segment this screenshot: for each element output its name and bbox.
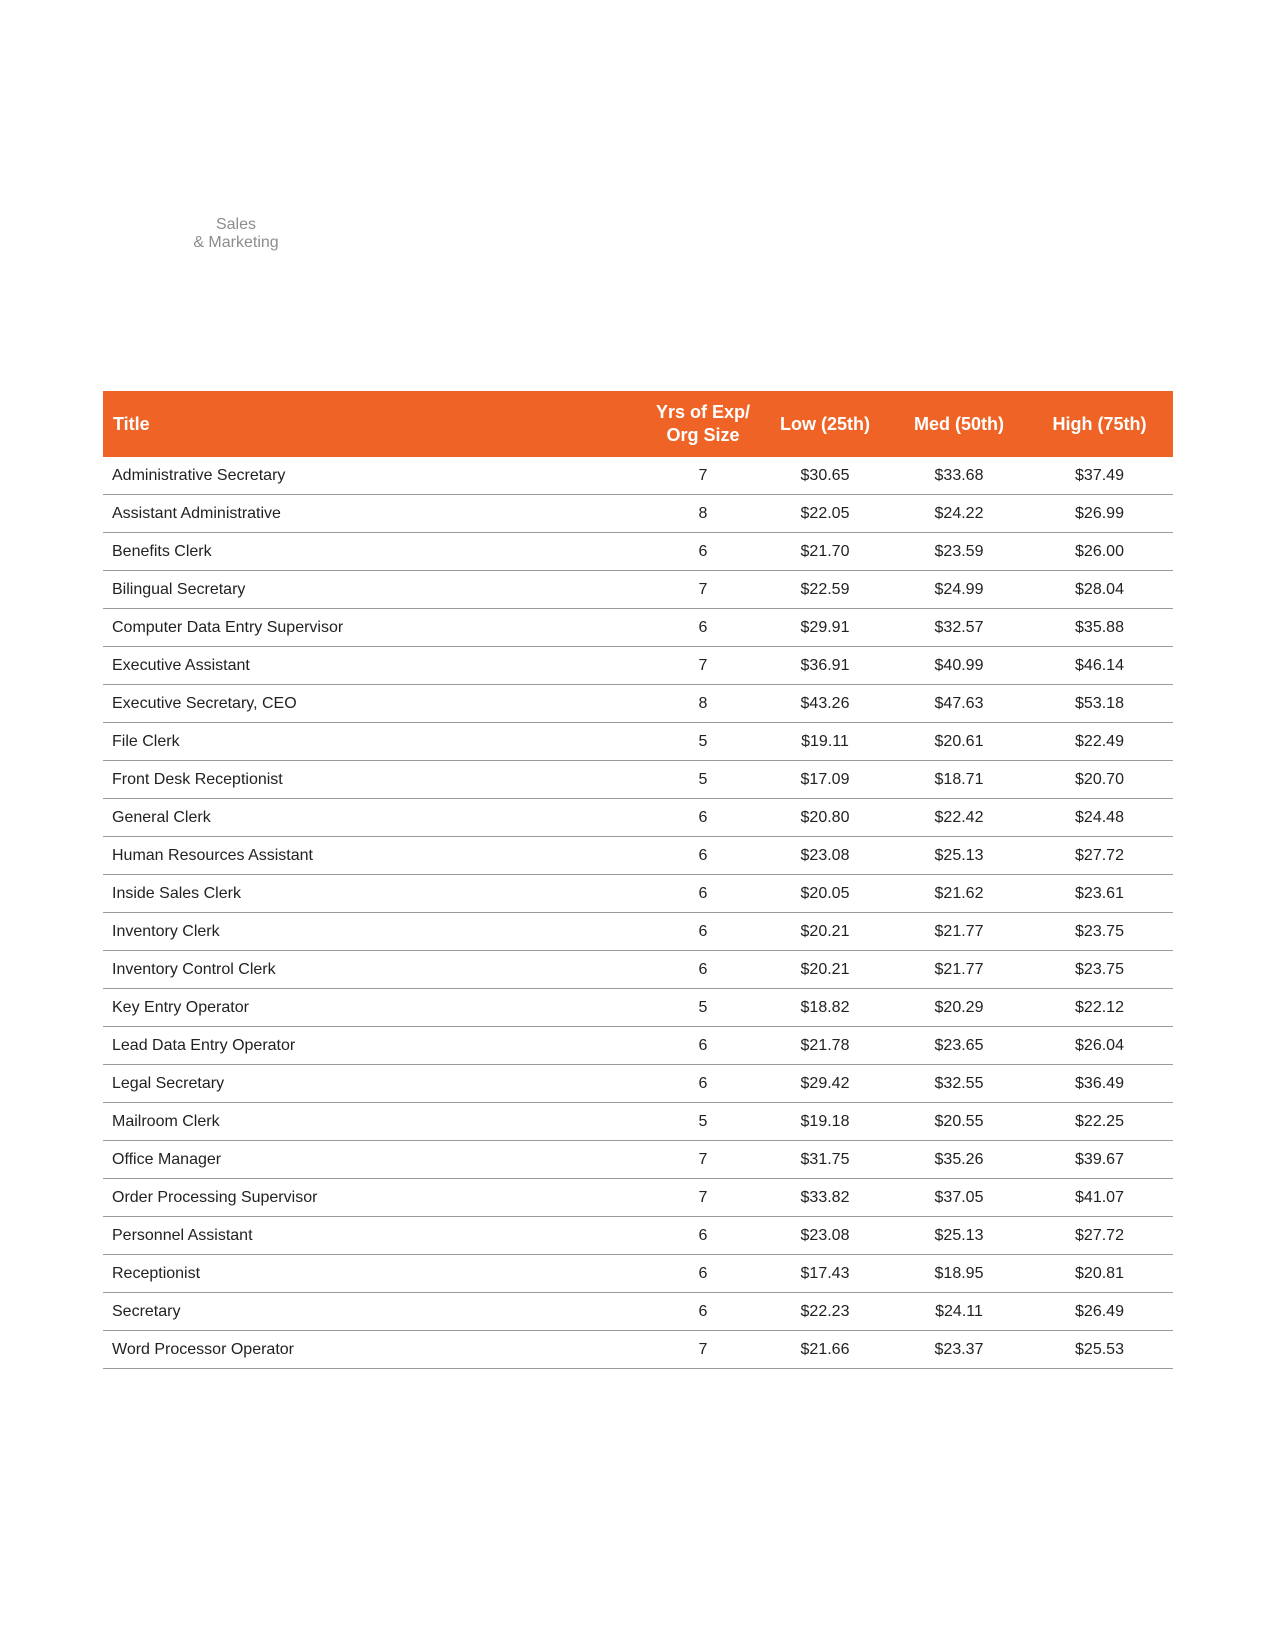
cell-med: $24.11 [892, 1293, 1026, 1331]
cell-med: $35.26 [892, 1141, 1026, 1179]
cell-low: $20.05 [758, 875, 892, 913]
table-row [103, 761, 1173, 799]
cell-title: Receptionist [103, 1255, 648, 1293]
cell-experience: 5 [648, 723, 758, 761]
table-row [103, 1065, 1173, 1103]
cell-high: $26.49 [1026, 1293, 1173, 1331]
cell-experience: 6 [648, 1293, 758, 1331]
table-row [103, 913, 1173, 951]
cell-med: $22.42 [892, 799, 1026, 837]
cell-med: $21.62 [892, 875, 1026, 913]
cell-title: Legal Secretary [103, 1065, 648, 1103]
table-row [103, 1293, 1173, 1331]
cell-experience: 6 [648, 875, 758, 913]
cell-title: Office Manager [103, 1141, 648, 1179]
cell-med: $32.57 [892, 609, 1026, 647]
cell-med: $25.13 [892, 837, 1026, 875]
cell-med: $47.63 [892, 685, 1026, 723]
table-row [103, 1103, 1173, 1141]
cell-med: $18.71 [892, 761, 1026, 799]
cell-experience: 5 [648, 989, 758, 1027]
cell-med: $18.95 [892, 1255, 1026, 1293]
table-row [103, 1255, 1173, 1293]
cell-low: $20.80 [758, 799, 892, 837]
cell-experience: 6 [648, 1217, 758, 1255]
table-row [103, 457, 1173, 495]
header-experience-line2: Org Size [666, 425, 740, 445]
cell-med: $20.55 [892, 1103, 1026, 1141]
cell-title: File Clerk [103, 723, 648, 761]
cell-high: $53.18 [1026, 685, 1173, 723]
cell-med: $23.59 [892, 533, 1026, 571]
table-row [103, 571, 1173, 609]
header-experience [648, 391, 758, 457]
cell-experience: 7 [648, 1179, 758, 1217]
cell-low: $29.42 [758, 1065, 892, 1103]
cell-title: Executive Secretary, CEO [103, 685, 648, 723]
cell-experience: 6 [648, 837, 758, 875]
table-row [103, 1217, 1173, 1255]
cell-med: $20.29 [892, 989, 1026, 1027]
table-row [103, 1331, 1173, 1369]
cell-high: $22.49 [1026, 723, 1173, 761]
cell-high: $23.75 [1026, 913, 1173, 951]
cell-experience: 6 [648, 1065, 758, 1103]
cell-high: $23.75 [1026, 951, 1173, 989]
cell-low: $22.59 [758, 571, 892, 609]
cell-low: $23.08 [758, 837, 892, 875]
cell-experience: 7 [648, 457, 758, 495]
cell-low: $20.21 [758, 913, 892, 951]
table-row [103, 685, 1173, 723]
cell-low: $21.70 [758, 533, 892, 571]
cell-high: $26.99 [1026, 495, 1173, 533]
cell-med: $40.99 [892, 647, 1026, 685]
cell-title: Key Entry Operator [103, 989, 648, 1027]
cell-experience: 6 [648, 913, 758, 951]
cell-high: $24.48 [1026, 799, 1173, 837]
salary-table [103, 391, 1173, 1369]
cell-low: $33.82 [758, 1179, 892, 1217]
cell-low: $43.26 [758, 685, 892, 723]
section-label [168, 216, 304, 252]
cell-experience: 6 [648, 1027, 758, 1065]
cell-high: $36.49 [1026, 1065, 1173, 1103]
header-experience-line1: Yrs of Exp/ [655, 402, 751, 422]
cell-low: $17.09 [758, 761, 892, 799]
cell-experience: 7 [648, 647, 758, 685]
cell-low: $20.21 [758, 951, 892, 989]
table-row [103, 723, 1173, 761]
cell-high: $27.72 [1026, 837, 1173, 875]
cell-experience: 7 [648, 1331, 758, 1369]
cell-experience: 6 [648, 533, 758, 571]
cell-title: Assistant Administrative [103, 495, 648, 533]
cell-experience: 7 [648, 1141, 758, 1179]
cell-title: Bilingual Secretary [103, 571, 648, 609]
cell-high: $27.72 [1026, 1217, 1173, 1255]
cell-experience: 6 [648, 609, 758, 647]
cell-high: $25.53 [1026, 1331, 1173, 1369]
cell-low: $36.91 [758, 647, 892, 685]
cell-experience: 5 [648, 761, 758, 799]
cell-title: Lead Data Entry Operator [103, 1027, 648, 1065]
table-row [103, 989, 1173, 1027]
cell-title: Order Processing Supervisor [103, 1179, 648, 1217]
cell-high: $22.25 [1026, 1103, 1173, 1141]
cell-med: $33.68 [892, 457, 1026, 495]
cell-title: Administrative Secretary [103, 457, 648, 495]
table-row [103, 533, 1173, 571]
cell-low: $30.65 [758, 457, 892, 495]
cell-title: Inside Sales Clerk [103, 875, 648, 913]
cell-title: Computer Data Entry Supervisor [103, 609, 648, 647]
cell-low: $21.78 [758, 1027, 892, 1065]
cell-med: $37.05 [892, 1179, 1026, 1217]
cell-low: $22.23 [758, 1293, 892, 1331]
cell-low: $22.05 [758, 495, 892, 533]
table-row [103, 799, 1173, 837]
header-high: High (75th) [1026, 391, 1173, 457]
cell-med: $24.99 [892, 571, 1026, 609]
cell-experience: 5 [648, 1103, 758, 1141]
table-row [103, 647, 1173, 685]
cell-experience: 7 [648, 571, 758, 609]
cell-med: $21.77 [892, 913, 1026, 951]
cell-med: $24.22 [892, 495, 1026, 533]
cell-experience: 6 [648, 799, 758, 837]
cell-title: Benefits Clerk [103, 533, 648, 571]
cell-experience: 6 [648, 951, 758, 989]
cell-title: Inventory Clerk [103, 913, 648, 951]
cell-title: General Clerk [103, 799, 648, 837]
cell-high: $46.14 [1026, 647, 1173, 685]
header-low: Low (25th) [758, 391, 892, 457]
cell-low: $17.43 [758, 1255, 892, 1293]
cell-title: Executive Assistant [103, 647, 648, 685]
cell-low: $18.82 [758, 989, 892, 1027]
cell-high: $20.70 [1026, 761, 1173, 799]
salary-table-body [103, 457, 1173, 1369]
cell-title: Front Desk Receptionist [103, 761, 648, 799]
cell-experience: 6 [648, 1255, 758, 1293]
cell-high: $41.07 [1026, 1179, 1173, 1217]
cell-high: $20.81 [1026, 1255, 1173, 1293]
cell-title: Mailroom Clerk [103, 1103, 648, 1141]
cell-med: $32.55 [892, 1065, 1026, 1103]
cell-low: $21.66 [758, 1331, 892, 1369]
cell-title: Personnel Assistant [103, 1217, 648, 1255]
cell-high: $22.12 [1026, 989, 1173, 1027]
cell-med: $23.65 [892, 1027, 1026, 1065]
section-label-line2: & Marketing [193, 234, 279, 251]
cell-high: $37.49 [1026, 457, 1173, 495]
cell-high: $26.00 [1026, 533, 1173, 571]
cell-med: $21.77 [892, 951, 1026, 989]
cell-experience: 8 [648, 495, 758, 533]
table-row [103, 837, 1173, 875]
cell-title: Human Resources Assistant [103, 837, 648, 875]
salary-table-header [103, 391, 1173, 457]
cell-low: $19.11 [758, 723, 892, 761]
cell-title: Word Processor Operator [103, 1331, 648, 1369]
header-med: Med (50th) [892, 391, 1026, 457]
section-label-line1: Sales [215, 216, 257, 233]
cell-title: Inventory Control Clerk [103, 951, 648, 989]
header-title: Title [103, 391, 648, 457]
cell-med: $23.37 [892, 1331, 1026, 1369]
table-row [103, 495, 1173, 533]
table-row [103, 875, 1173, 913]
cell-high: $35.88 [1026, 609, 1173, 647]
cell-title: Secretary [103, 1293, 648, 1331]
cell-high: $28.04 [1026, 571, 1173, 609]
table-row [103, 1141, 1173, 1179]
cell-low: $31.75 [758, 1141, 892, 1179]
cell-low: $19.18 [758, 1103, 892, 1141]
cell-experience: 8 [648, 685, 758, 723]
cell-high: $23.61 [1026, 875, 1173, 913]
table-row [103, 1179, 1173, 1217]
table-row [103, 951, 1173, 989]
header-row [103, 391, 1173, 457]
cell-med: $20.61 [892, 723, 1026, 761]
cell-high: $39.67 [1026, 1141, 1173, 1179]
table-row [103, 609, 1173, 647]
cell-low: $29.91 [758, 609, 892, 647]
table-row [103, 1027, 1173, 1065]
cell-high: $26.04 [1026, 1027, 1173, 1065]
cell-low: $23.08 [758, 1217, 892, 1255]
cell-med: $25.13 [892, 1217, 1026, 1255]
